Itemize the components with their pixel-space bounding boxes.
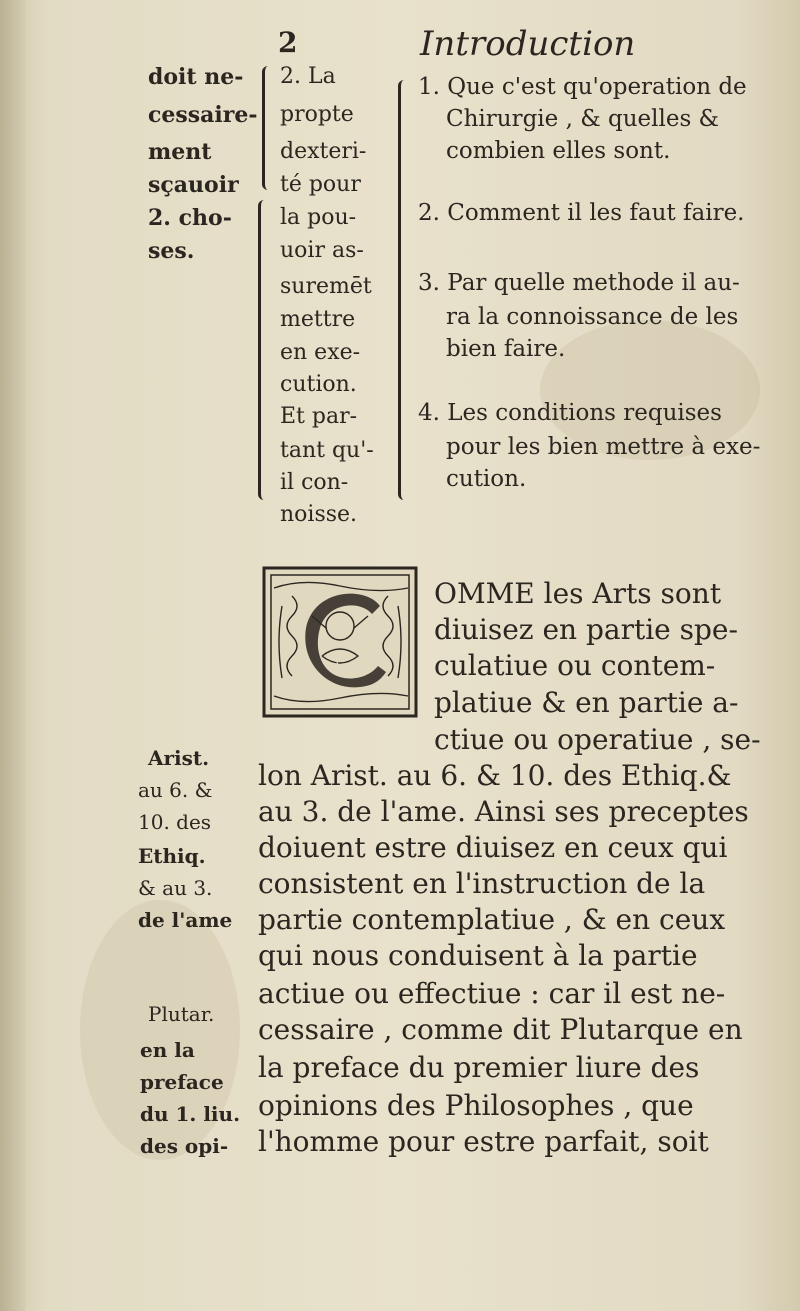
body-line: platiue & en partie a- — [434, 686, 739, 719]
initial-letter: C — [336, 658, 344, 669]
body-line: diuisez en partie spe- — [434, 613, 738, 646]
synopsis-col2-line: cution. — [280, 372, 357, 397]
page-number: 2 — [278, 26, 298, 59]
synopsis-item-line: Chirurgie , & quelles & — [446, 106, 720, 132]
synopsis-item-line: 4. Les conditions requises — [418, 400, 722, 426]
synopsis-item-line: 3. Par quelle methode il au- — [418, 270, 740, 296]
page-gutter — [0, 0, 26, 1311]
margin-note-line: Ethiq. — [138, 844, 206, 868]
running-head: Introduction — [420, 24, 636, 64]
margin-note-line: du 1. liu. — [140, 1102, 241, 1126]
body-line: actiue ou effectiue : car il est ne- — [258, 977, 726, 1010]
synopsis-item-line: 2. Comment il les faut faire. — [418, 200, 745, 226]
margin-note-line: & au 3. — [138, 876, 213, 900]
synopsis-col2-line: il con- — [280, 470, 349, 495]
body-line: ctiue ou operatiue , se- — [434, 723, 761, 756]
synopsis-brace-3 — [398, 80, 411, 500]
synopsis-item-line: pour les bien mettre à exe- — [446, 434, 761, 460]
synopsis-col2-line: tant qu'- — [280, 438, 374, 463]
synopsis-col1-line: doit ne- — [148, 64, 244, 90]
body-line: doiuent estre diuisez en ceux qui — [258, 831, 728, 864]
margin-note-line: preface — [140, 1070, 224, 1094]
margin-note-line: Arist. — [148, 746, 210, 770]
synopsis-col2-line: dexteri- — [280, 139, 367, 164]
synopsis-col2-line: la pou- — [280, 205, 357, 230]
margin-note-line: des opi- — [140, 1134, 229, 1158]
body-line: partie contemplatiue , & en ceux — [258, 903, 726, 936]
body-line: opinions des Philosophes , que — [258, 1089, 694, 1122]
margin-note-line: au 6. & — [138, 778, 213, 802]
synopsis-brace-2 — [258, 200, 271, 500]
synopsis-item-line: bien faire. — [446, 336, 566, 362]
synopsis-col2-line: té pour — [280, 172, 361, 197]
synopsis-col2-line: Et par- — [280, 404, 358, 429]
body-line: OMME les Arts sont — [434, 577, 722, 610]
body-line: qui nous conduisent à la partie — [258, 939, 698, 972]
synopsis-col2-line: propte — [280, 102, 354, 127]
synopsis-col1-line: cessaire- — [148, 102, 258, 128]
ornament-svg — [262, 566, 418, 718]
body-line: consistent en l'instruction de la — [258, 867, 706, 900]
synopsis-item-line: ra la connoissance de les — [446, 304, 739, 330]
synopsis-col2-line: mettre — [280, 307, 356, 332]
margin-note-line: 10. des — [138, 810, 212, 834]
synopsis-col2-line: uoir as- — [280, 238, 364, 263]
margin-note-line: en la — [140, 1038, 195, 1062]
synopsis-col1-line: ses. — [148, 238, 195, 264]
synopsis-col2-line: en exe- — [280, 340, 361, 365]
margin-note-line: Plutar. — [148, 1002, 215, 1026]
body-line: cessaire , comme dit Plutarque en — [258, 1013, 743, 1046]
synopsis-item-line: cution. — [446, 466, 527, 492]
synopsis-col2-line: suremēt — [280, 274, 372, 299]
synopsis-col2-line: noisse. — [280, 502, 358, 527]
ornamental-initial — [262, 566, 418, 718]
synopsis-col1-line: 2. cho- — [148, 205, 232, 231]
synopsis-col1-line: ment — [148, 139, 212, 165]
synopsis-item-line: 1. Que c'est qu'operation de — [418, 74, 747, 100]
body-line: la preface du premier liure des — [258, 1051, 700, 1084]
body-line: lon Arist. au 6. & 10. des Ethiq.& — [258, 759, 732, 792]
body-line: l'homme pour estre parfait, soit — [258, 1125, 709, 1158]
synopsis-col2-line: 2. La — [280, 64, 336, 89]
margin-note-line: de l'ame — [138, 908, 233, 932]
synopsis-col1-line: sçauoir — [148, 172, 239, 198]
synopsis-brace-1 — [262, 66, 275, 190]
page-header — [0, 24, 800, 74]
synopsis-item-line: combien elles sont. — [446, 138, 671, 164]
body-line: culatiue ou contem- — [434, 649, 716, 682]
body-line: au 3. de l'ame. Ainsi ses preceptes — [258, 795, 749, 828]
